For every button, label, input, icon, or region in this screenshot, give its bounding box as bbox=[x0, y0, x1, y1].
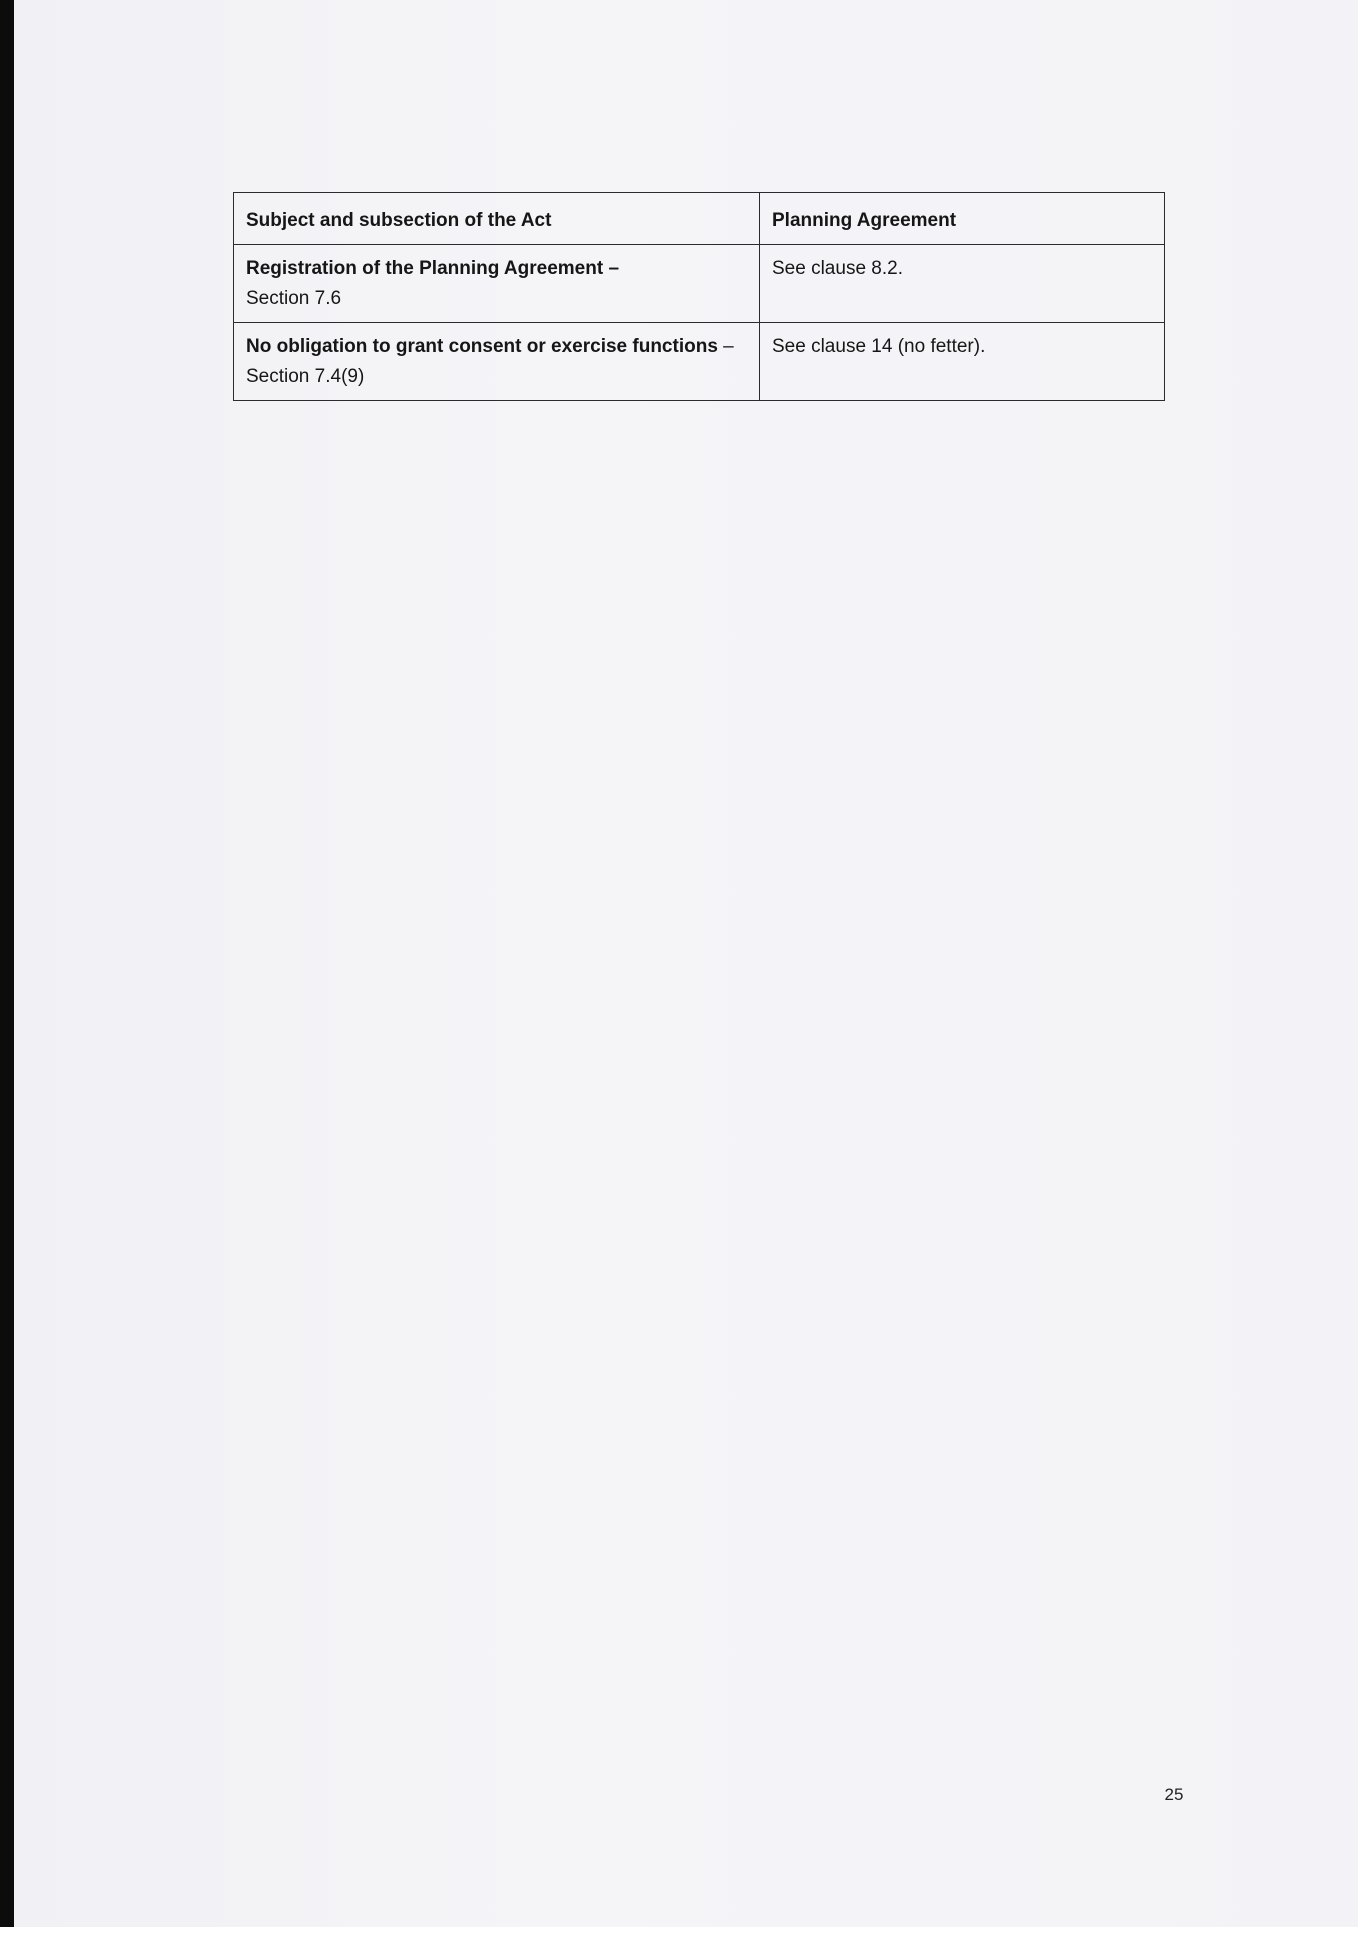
subject-cell bbox=[234, 323, 760, 401]
table-row bbox=[234, 323, 1165, 401]
subject-title: No obligation to grant consent or exercise functions bbox=[246, 336, 718, 357]
table-header-row bbox=[234, 193, 1165, 245]
subject-separator: – bbox=[603, 258, 620, 279]
agreement-cell: See clause 14 (no fetter). bbox=[760, 323, 1165, 401]
subject-title: Registration of the Planning Agreement bbox=[246, 258, 604, 279]
scan-edge-right bbox=[1358, 0, 1366, 1933]
subject-cell bbox=[234, 245, 760, 323]
page-number: 25 bbox=[1164, 1785, 1184, 1804]
table-row bbox=[234, 245, 1165, 323]
document-page bbox=[14, 0, 1358, 1927]
section-reference: Section 7.6 bbox=[246, 288, 342, 309]
subject-separator: – bbox=[717, 336, 734, 357]
header-planning-agreement: Planning Agreement bbox=[760, 193, 1165, 245]
scan-edge-bottom bbox=[0, 1927, 1366, 1933]
act-requirements-table bbox=[233, 192, 1165, 401]
agreement-cell: See clause 8.2. bbox=[760, 245, 1165, 323]
scan-edge-left bbox=[0, 0, 14, 1933]
section-reference: Section 7.4(9) bbox=[246, 366, 365, 387]
header-subject: Subject and subsection of the Act bbox=[234, 193, 760, 245]
